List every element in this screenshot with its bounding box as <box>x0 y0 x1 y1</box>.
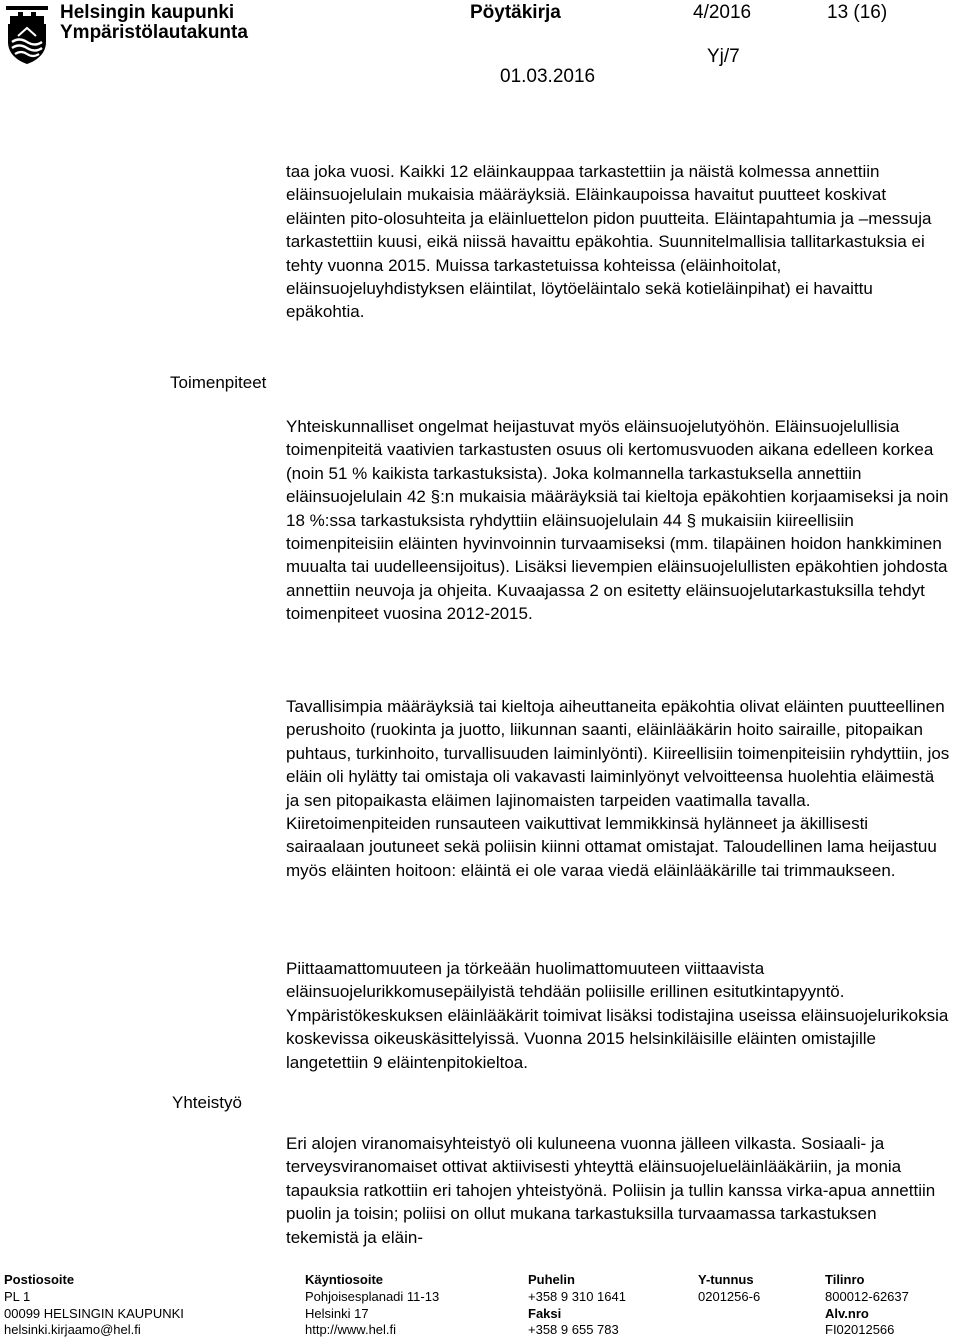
section-code: Yj/7 <box>707 46 740 67</box>
paragraph: taa joka vuosi. Kaikki 12 eläinkauppaa tarkastettiin ja näistä kolmessa annettiin eläinsuojelulain mukaisia määräyksiä. Eläinkaupoissa havaitut puutteet koskivat eläinten pito-olosuhteita ja eläinluettelon pidon puutteita. Eläintapahtumia ja –messuja tarkastettiin kuusi, eikä niissä havaittu epäkohtia. Suunnitelmallisia tallitarkastuksia ei tehty vuonna 2015. Muissa tarkastetuissa kohteissa (eläinhoitolat, eläinsuojeluyhdistyksen eläintilat, löytöeläintalo sekä kotieläinpihat) ei havaittu epäkohtia. <box>286 162 932 322</box>
side-heading-measures: Toimenpiteet <box>170 373 267 392</box>
paragraph: Eri alojen viranomaisyhteistyö oli kuluneena vuonna jälleen vilkasta. Sosiaali- ja terveysviranomaiset ottivat aktiivisesti yhteyttä eläinsuojelueläinlääkäriin, ja monia tapauksia ratkottiin eri tahojen yhteistyönä. Poliisin ja tullin kanssa virka-apua annettiin puolin ja toisin; poliisi on ollut mukana tarkastuksilla turvaamassa tarkastuksen tekemistä ja eläin- <box>286 1134 936 1247</box>
footer-label: Faksi <box>528 1305 562 1321</box>
footer-value: 00099 HELSINGIN KAUPUNKI <box>4 1305 184 1321</box>
footer-value: Pohjoisesplanadi 11-13 <box>305 1288 440 1304</box>
footer-label: Käyntiosoite <box>305 1272 384 1287</box>
organization-name: Helsingin kaupunki <box>60 2 235 23</box>
footer-label: Tilinro <box>825 1272 865 1287</box>
document-number: 4/2016 <box>693 2 752 23</box>
footer-value: PL 1 <box>4 1288 31 1304</box>
footer-label: Puhelin <box>528 1272 575 1287</box>
footer-visiting-address <box>305 1272 439 1339</box>
footer-value: FI02012566 <box>825 1322 895 1338</box>
department-name: Ympäristölautakunta <box>60 22 248 43</box>
footer-value: +358 9 310 1641 <box>528 1288 626 1304</box>
footer-business-id <box>698 1272 760 1306</box>
paragraph: Yhteiskunnalliset ongelmat heijastuvat myös eläinsuojelutyöhön. Eläinsuojelullisia toimenpiteitä vaativien tarkastusten osuus oli kertomusvuoden aikana edelleen korkea (noin 51 % kaikista tarkastuksista). Joka kolmannella tarkastuksella annettiin eläinsuojelulain 42 §:n mukaisia määräyksiä tai kieltoja epäkohtien korjaamiseksi ja noin 18 %:ssa tarkastuksista ryhdyttiin eläinsuojelulain 44 § mukaisiin kiireellisiin toimenpiteisiin eläinten hyvinvoinnin turvaamiseksi (mm. tilapäinen hoidon hankkiminen muualta tai uudelleensijoitus). Lisäksi lievempien eläinsuojelullisten epäkohtien johdosta annettiin neuvoja ja ohjeita. Kuvaajassa 2 on esitetty eläinsuojelutarkastuksilla tehdyt toimenpiteet vuosina 2012-2015. <box>286 417 949 624</box>
side-heading-cooperation: Yhteistyö <box>172 1093 242 1112</box>
helsinki-crest-icon <box>4 4 50 66</box>
footer-postal-address <box>4 1272 184 1339</box>
footer-website: http://www.hel.fi <box>305 1322 397 1338</box>
footer-email: helsinki.kirjaamo@hel.fi <box>4 1322 141 1338</box>
footer-label: Y-tunnus <box>698 1272 754 1287</box>
footer-phone <box>528 1272 626 1339</box>
footer-label: Alv.nro <box>825 1305 869 1321</box>
footer-bank-account <box>825 1272 909 1339</box>
footer-value: 800012-62637 <box>825 1288 909 1304</box>
paragraph: Piittaamattomuuteen ja törkeään huolimattomuuteen viittaavista eläinsuojelurikkomusepäilyistä tehdään poliisille erillinen esitutkintapyyntö. Ympäristökeskuksen eläinlääkärit toimivat lisäksi todistajina useissa eläinsuojelurikoksia koskevissa oikeuskäsittelyissä. Vuonna 2015 helsinkiläisille eläinten omistajille langetettiin 9 eläintenpitokieltoa. <box>286 959 949 1072</box>
page-footer <box>0 1268 960 1337</box>
footer-label: Postiosoite <box>4 1272 75 1287</box>
page-number: 13 (16) <box>827 2 888 23</box>
paragraph: Tavallisimpia määräyksiä tai kieltoja aiheuttaneita epäkohtia olivat eläinten puutteellinen perushoito (ruokinta ja juotto, liikunnan saanti, eläinlääkärin hoito sairaille, pitopaikan puhtaus, turkinhoito, turvallisuuden laiminlyönti). Kiireellisiin toimenpiteisiin ryhdyttiin, jos eläin oli hylätty tai omistaja oli vakavasti laiminlyönyt velvoitteensa huolehtia eläimestä ja sen pitopaikasta eläimen lajinomaisten tarpeiden vaatimalla tavalla. Kiiretoimenpiteiden runsauteen vaikuttivat lemmikkinsä hylänneet ja äkillisesti sairaalaan joutuneet sekä poliisin kiinni ottamat omistajat. Taloudellinen lama heijastuu myös eläinten hoitoon: eläintä ei ole varaa viedä eläinlääkärille tai trimmaukseen. <box>286 697 950 880</box>
document-type: Pöytäkirja <box>470 2 561 23</box>
footer-value: 0201256-6 <box>698 1288 761 1304</box>
footer-value: Helsinki 17 <box>305 1305 369 1321</box>
footer-value: +358 9 655 783 <box>528 1322 619 1338</box>
meeting-date: 01.03.2016 <box>500 66 596 87</box>
